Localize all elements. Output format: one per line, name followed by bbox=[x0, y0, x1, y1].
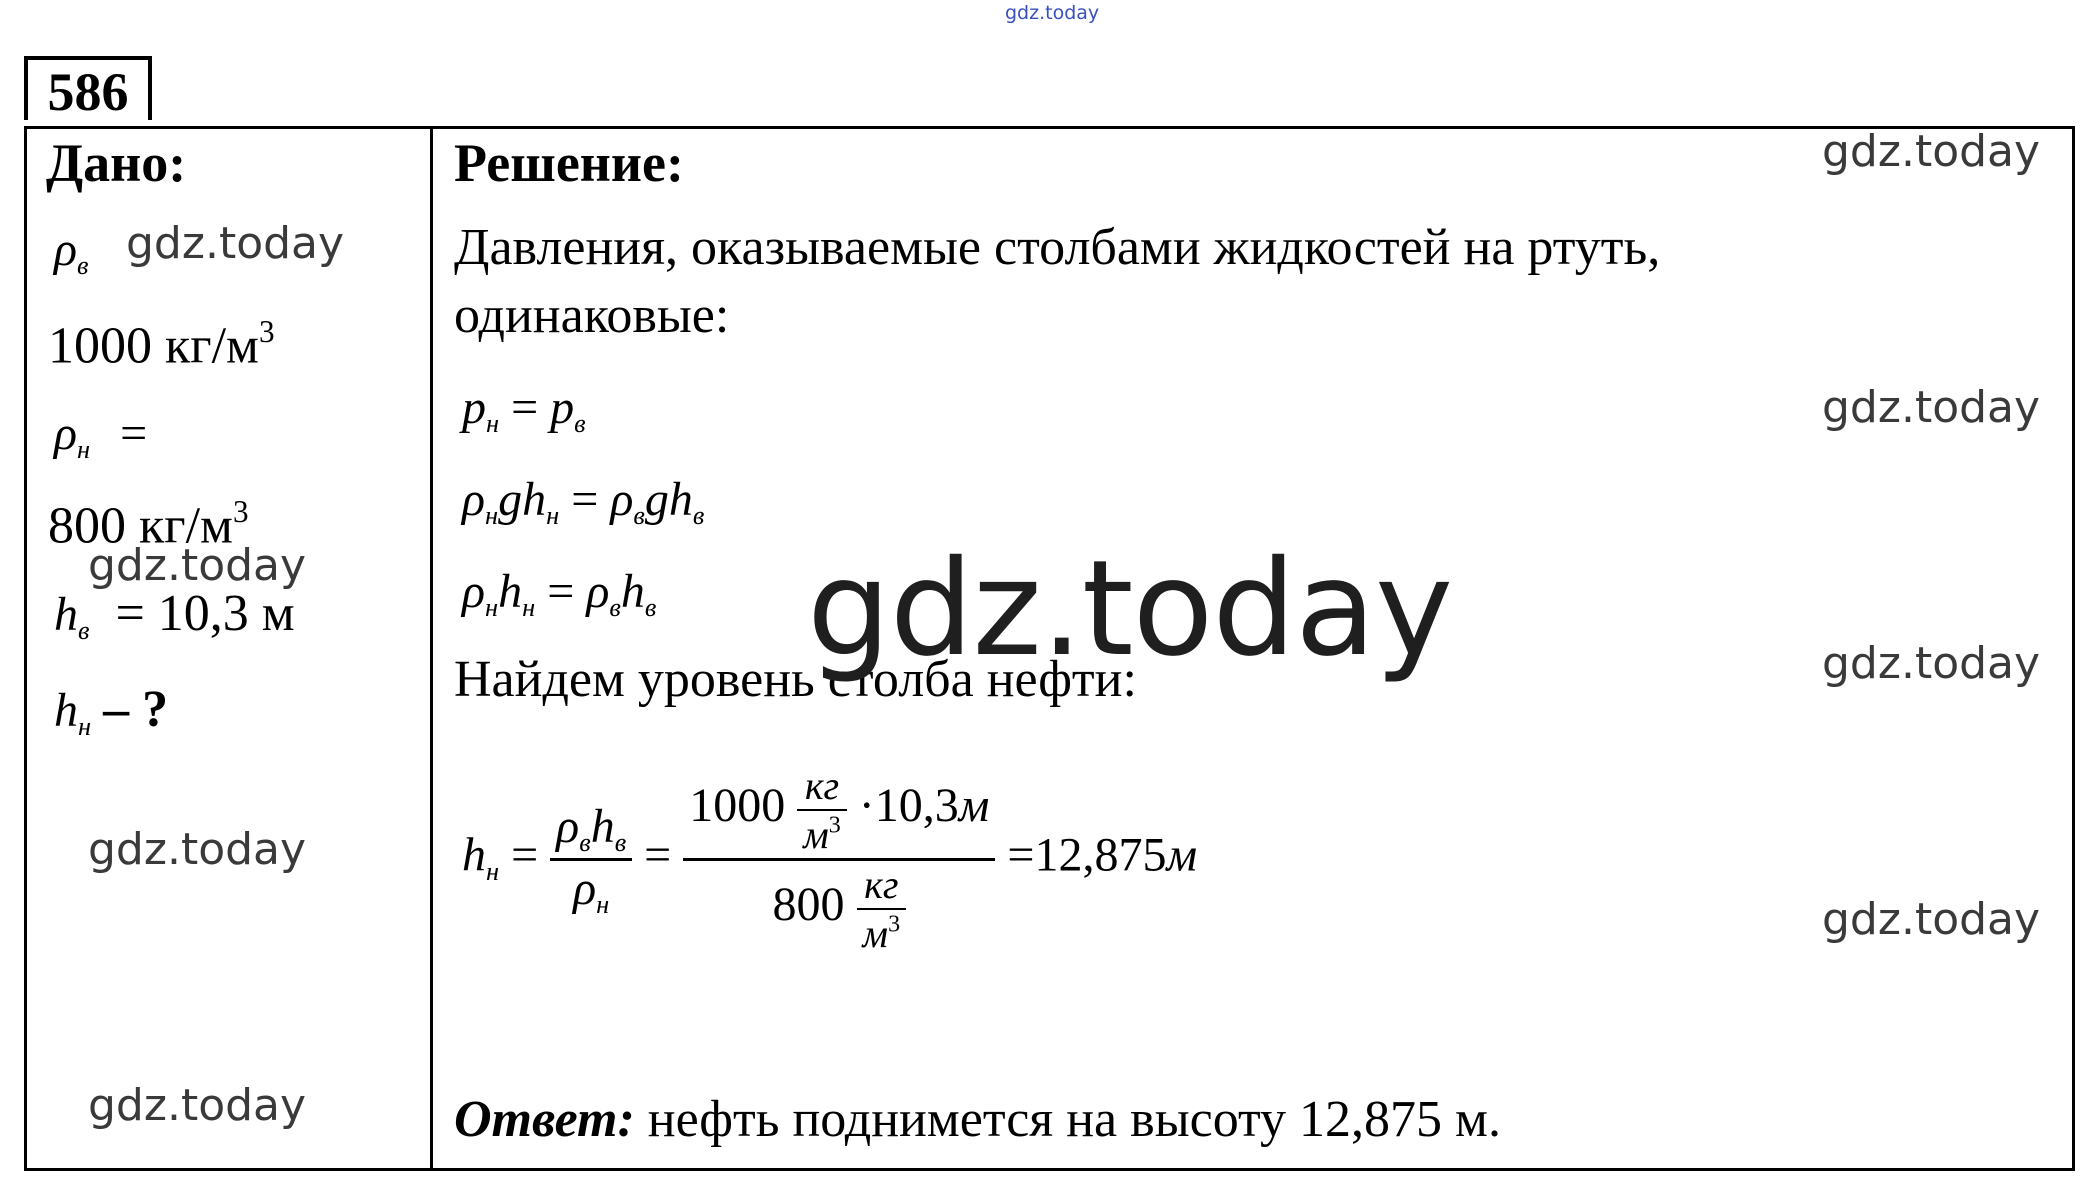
watermark: gdz.today bbox=[88, 824, 307, 875]
solution-intro-line-1: Давления, оказываемые столбами жидкостей на ртуть, bbox=[454, 219, 1661, 276]
watermark-large: gdz.today bbox=[807, 532, 1453, 686]
given-rho-water: $\rho_в$ bbox=[54, 223, 89, 281]
watermark-top: gdz.today bbox=[1005, 2, 1100, 24]
given-h-oil-unknown: $h_н$ – ? bbox=[54, 681, 169, 742]
given-h-water: $h_в = 10,3$ м bbox=[54, 585, 295, 646]
given-rho-oil: $\rho_н$ = bbox=[54, 407, 148, 465]
solution-find-text: Найдем уровень столба нефти: bbox=[454, 651, 1137, 708]
solution-intro-line-2: одинаковые: bbox=[454, 287, 730, 344]
watermark: gdz.today bbox=[1822, 638, 2041, 689]
watermark: gdz.today bbox=[1822, 382, 2041, 433]
fraction-numeric: 1000 $\frac{кг}{м^3}$ ·10,3м 800 $\frac{кг}{м^3}$ bbox=[683, 762, 995, 957]
solution-heading: Решение: bbox=[454, 133, 684, 193]
given-rho-oil-value: 800 $кг/м^3$ bbox=[48, 494, 249, 555]
watermark: gdz.today bbox=[126, 218, 345, 269]
given-heading: Дано: bbox=[46, 133, 187, 193]
column-divider bbox=[430, 126, 433, 1171]
fraction-density-ratio: $\frac{\rho_вh_в}{\rho_н}$ bbox=[550, 799, 632, 920]
given-rho-water-value: 1000 $кг/м^3$ bbox=[48, 314, 275, 375]
equation-rho-g-h: $\rho_нgh_н = \rho_вgh_в$ bbox=[462, 473, 705, 531]
answer-line: Ответ: нефть поднимется на высоту 12,875 м. bbox=[454, 1091, 1501, 1148]
equation-rho-h: $\rho_нh_н = \rho_вh_в$ bbox=[462, 565, 657, 623]
watermark: gdz.today bbox=[1822, 126, 2041, 177]
problem-number: 586 bbox=[24, 56, 152, 120]
height-formula: $h_н$ = $\frac{\rho_вh_в}{\rho_н}$ = 1000 $\frac{кг}{м^3}$ ·10,3м 800 $\frac{кг}{м^3}$ =12,875м bbox=[462, 763, 1198, 956]
watermark: gdz.today bbox=[1822, 894, 2041, 945]
watermark: gdz.today bbox=[88, 1080, 307, 1131]
watermark: gdz.today bbox=[88, 540, 307, 591]
equation-pressures: $p_н = p_в$ bbox=[462, 381, 586, 439]
